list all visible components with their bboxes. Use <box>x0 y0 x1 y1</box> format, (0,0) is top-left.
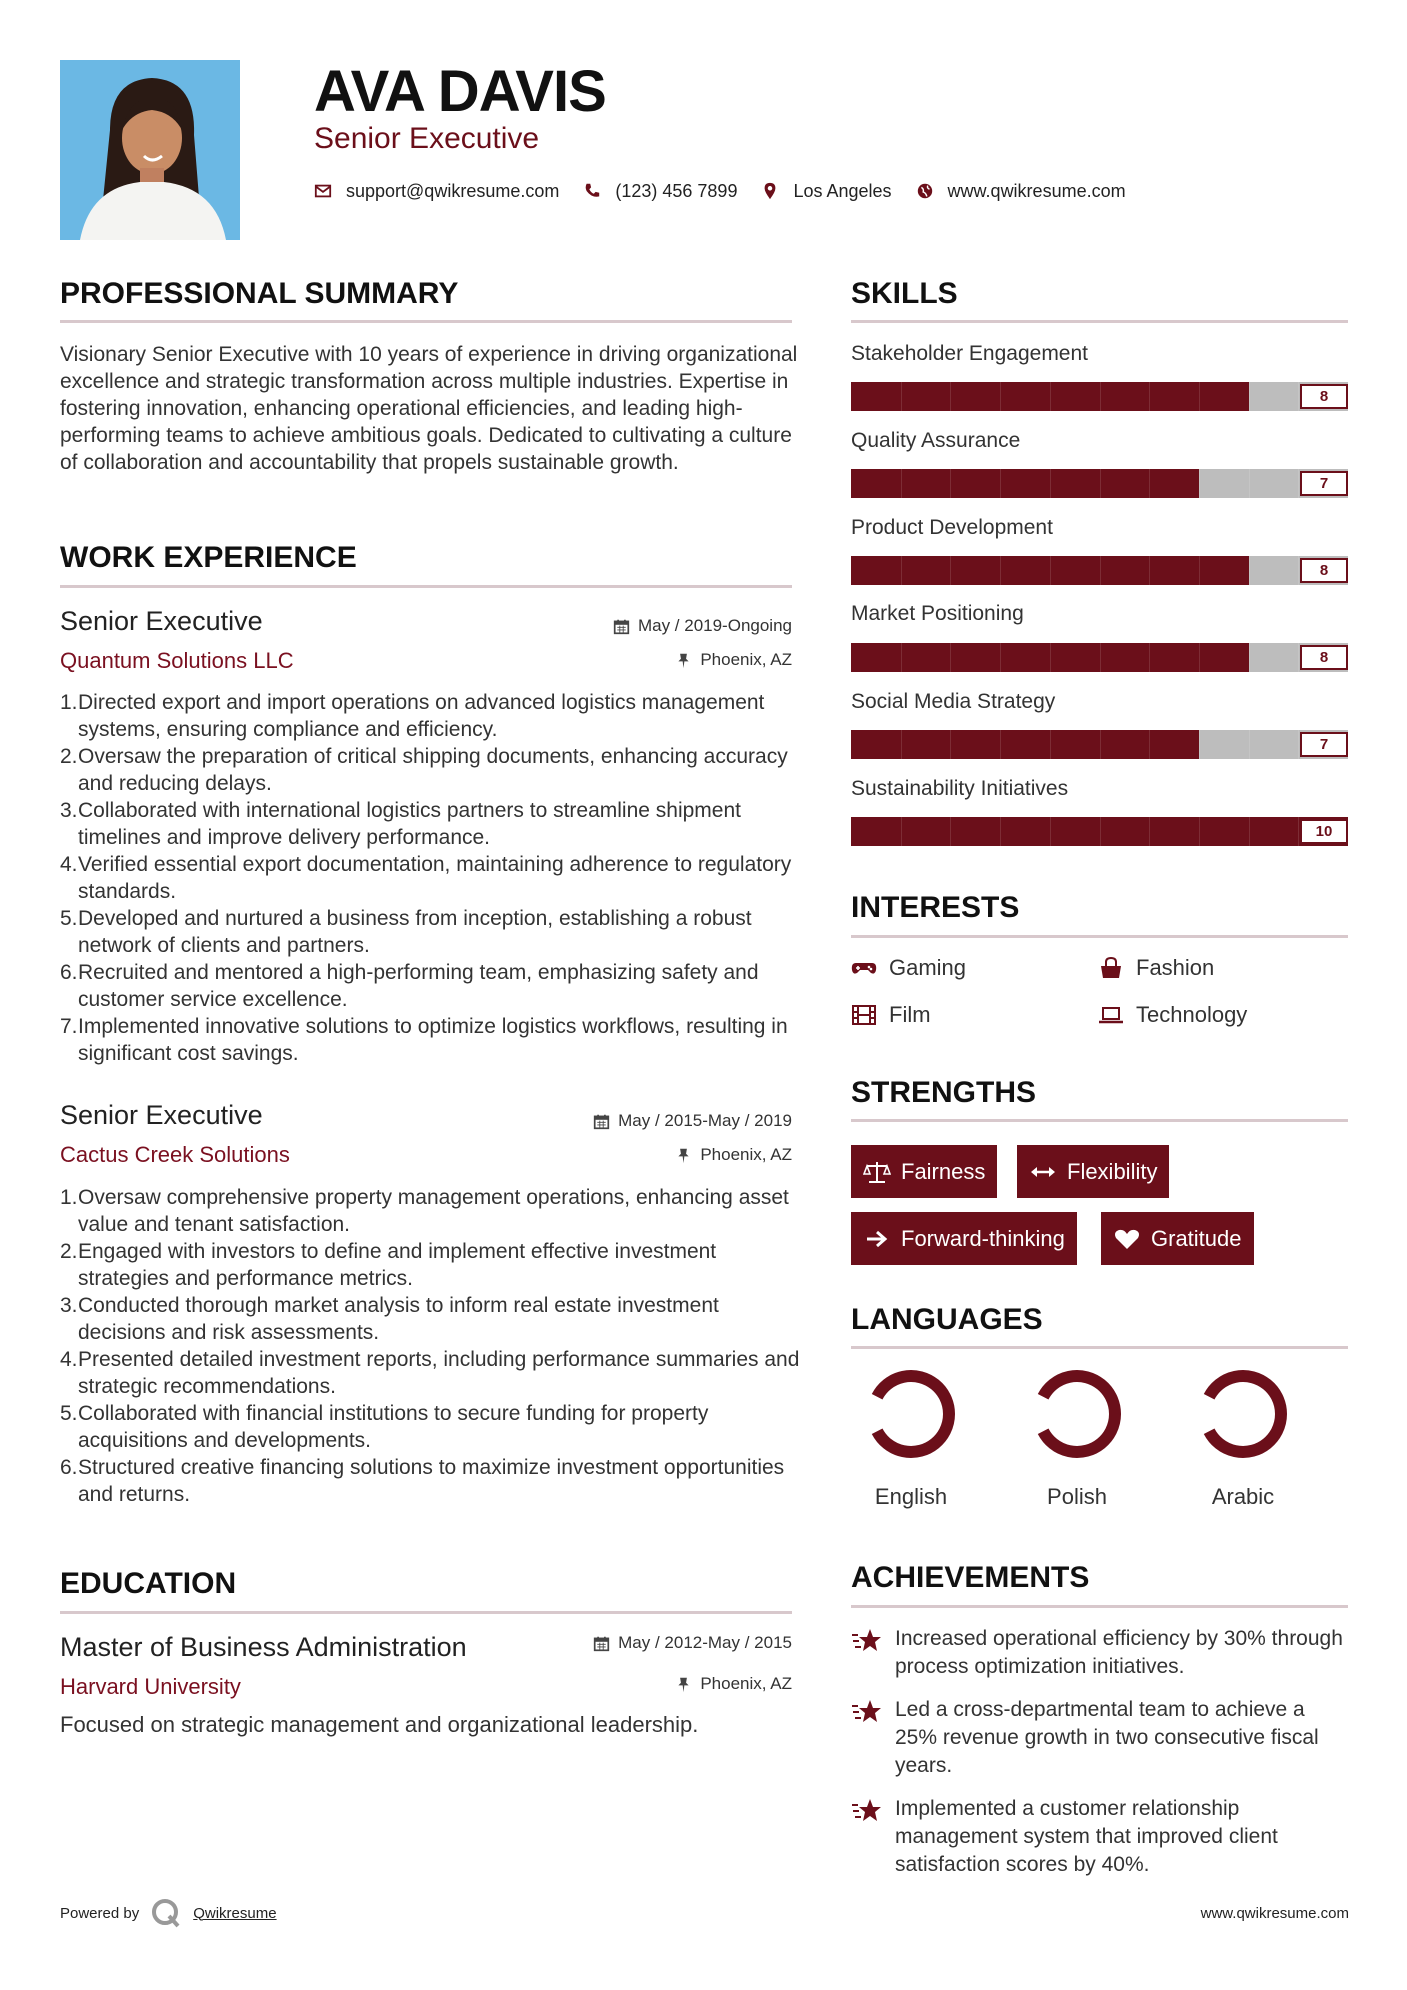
balance-scale-icon <box>863 1160 891 1184</box>
skill-label: Social Media Strategy <box>851 690 1056 713</box>
bullet-item: 6. Recruited and mentored a high-performing team, emphasizing safety and customer service excellence. <box>60 961 759 1011</box>
skill-bar-segment <box>1100 643 1101 672</box>
language-ring <box>1197 1368 1289 1460</box>
job-company: Quantum Solutions LLC <box>60 648 294 673</box>
skill-bar <box>851 817 1348 846</box>
interest-label: Film <box>889 1002 931 1027</box>
skill-bar-segment <box>1100 730 1101 759</box>
skill-level-badge: 8 <box>1300 645 1348 670</box>
language-item <box>1017 1368 1137 1510</box>
skill-level-badge: 10 <box>1300 819 1348 844</box>
skill-bar-segment <box>1298 469 1299 498</box>
skill-bar-segment <box>1000 556 1001 585</box>
job-dates <box>613 616 792 636</box>
bullet-item: 4. Verified essential export documentation, maintaining adherence to regulatory standards. <box>60 853 792 903</box>
candidate-title: Senior Executive <box>314 122 540 155</box>
languages-divider <box>851 1346 1348 1349</box>
skill-bar-segment <box>1199 817 1200 846</box>
job-location-text: Phoenix, AZ <box>700 650 792 669</box>
summary-heading: PROFESSIONAL SUMMARY <box>60 277 459 310</box>
strength-tag <box>1101 1212 1254 1265</box>
skill-bar-segment <box>1249 817 1250 846</box>
skill-label: Sustainability Initiatives <box>851 777 1069 800</box>
candidate-name: AVA DAVIS <box>314 59 606 124</box>
footer-powered-by <box>60 1896 277 1930</box>
interest-item <box>1098 1002 1247 1028</box>
skill-bar-segment <box>1000 382 1001 411</box>
interest-label: Gaming <box>889 955 967 980</box>
achievement-text: Led a cross-departmental team to achieve a 25% revenue growth in two consecutive fiscal years. <box>895 1698 1319 1777</box>
languages-heading: LANGUAGES <box>851 1303 1043 1336</box>
summary-divider <box>60 320 792 323</box>
bullet-item: 2. Oversaw the preparation of critical shipping documents, enhancing accuracy and reducing delays. <box>60 745 788 795</box>
education-dates <box>593 1633 792 1653</box>
job-dates <box>593 1111 792 1131</box>
language-item <box>1183 1368 1303 1510</box>
bullet-item: 1. Oversaw comprehensive property management operations, enhancing asset value and tenant satisfaction. <box>60 1186 789 1236</box>
skill-bar-fill <box>851 730 1199 759</box>
skill-bar-segment <box>1298 643 1299 672</box>
contact-website-text: www.qwikresume.com <box>947 180 1126 201</box>
skill-bar <box>851 382 1348 411</box>
skill-bar-segment <box>1249 382 1250 411</box>
heart-icon <box>1113 1227 1141 1251</box>
film-icon <box>851 1004 877 1026</box>
skills-divider <box>851 320 1348 323</box>
star-icon <box>851 1698 883 1726</box>
skill-bar-segment <box>1050 382 1051 411</box>
skill-bar-fill <box>851 469 1199 498</box>
gamepad-icon <box>851 957 877 979</box>
skill-bar-segment <box>1050 556 1051 585</box>
language-label: Arabic <box>1211 1484 1275 1509</box>
skill-bar-segment <box>1149 817 1150 846</box>
skill-label: Product Development <box>851 516 1053 539</box>
strength-label: Gratitude <box>1151 1225 1242 1251</box>
skill-bar-segment <box>1149 382 1150 411</box>
pin-icon <box>675 1147 692 1164</box>
skill-bar-segment <box>1249 730 1250 759</box>
education-dates-text: May / 2012-May / 2015 <box>618 1633 792 1652</box>
interest-label: Technology <box>1136 1002 1248 1027</box>
skill-bar-segment <box>1149 643 1150 672</box>
education-heading: EDUCATION <box>60 1567 237 1600</box>
strength-tag <box>851 1145 997 1198</box>
interest-item <box>851 955 966 981</box>
skill-bar-segment <box>950 730 951 759</box>
skill-bar-segment <box>1199 730 1200 759</box>
bullet-item: 3. Collaborated with international logistics partners to streamline shipment timelines and improve delivery performance. <box>60 799 741 849</box>
job-title: Senior Executive <box>60 606 263 636</box>
contact-location <box>761 181 891 202</box>
skill-level-badge: 7 <box>1300 471 1348 496</box>
calendar-icon <box>613 618 630 635</box>
globe-icon <box>916 182 934 200</box>
calendar-icon <box>593 1635 610 1652</box>
skill-bar <box>851 643 1348 672</box>
skills-heading: SKILLS <box>851 277 958 310</box>
experience-heading: WORK EXPERIENCE <box>60 541 357 574</box>
education-divider <box>60 1611 792 1614</box>
skill-bar-segment <box>1100 382 1101 411</box>
qwikresume-logo-icon <box>149 1896 183 1930</box>
experience-divider <box>60 585 792 588</box>
skill-bar-segment <box>1050 643 1051 672</box>
skill-bar-segment <box>901 730 902 759</box>
education-location <box>675 1674 792 1694</box>
interest-item <box>851 1002 931 1028</box>
achievements-heading: ACHIEVEMENTS <box>851 1561 1090 1594</box>
envelope-icon <box>314 182 332 200</box>
job-bullets <box>60 689 800 1067</box>
skill-bar-segment <box>1000 817 1001 846</box>
bullet-item: 5. Developed and nurtured a business from inception, establishing a robust network of clients and partners. <box>60 907 752 957</box>
job-location <box>675 1145 792 1165</box>
shopping-bag-icon <box>1098 957 1124 979</box>
skill-level-badge: 8 <box>1300 558 1348 583</box>
strength-label: Flexibility <box>1067 1158 1158 1184</box>
interest-label: Fashion <box>1136 955 1215 980</box>
skill-bar-segment <box>901 556 902 585</box>
skill-bar-segment <box>1199 382 1200 411</box>
phone-icon <box>583 182 601 200</box>
job-title: Senior Executive <box>60 1100 263 1130</box>
job-dates-text: May / 2019-Ongoing <box>637 616 792 635</box>
bullet-item: 4. Presented detailed investment reports, including performance summaries and strategic recommendations. <box>60 1348 800 1398</box>
language-ring-arc <box>877 1376 949 1452</box>
skill-label: Quality Assurance <box>851 429 1021 452</box>
skill-bar <box>851 556 1348 585</box>
contact-email[interactable] <box>314 181 559 202</box>
bullet-item: 2. Engaged with investors to define and implement effective investment strategies and performance metrics. <box>60 1240 717 1290</box>
achievement-item <box>851 1795 1351 1879</box>
skill-bar <box>851 730 1348 759</box>
skill-bar-segment <box>1298 730 1299 759</box>
pin-icon <box>675 652 692 669</box>
language-ring <box>1031 1368 1123 1460</box>
skill-bar-segment <box>1000 469 1001 498</box>
achievement-item <box>851 1625 1351 1681</box>
job-bullets <box>60 1184 800 1508</box>
achievement-text: Implemented a customer relationship management system that improved client satisfaction scores by 40%. <box>895 1797 1278 1876</box>
skill-bar-segment <box>1149 556 1150 585</box>
skill-bar-segment <box>1249 556 1250 585</box>
calendar-icon <box>593 1113 610 1130</box>
skill-bar-segment <box>1249 469 1250 498</box>
powered-by-text: Powered by <box>60 1904 140 1922</box>
achievement-item <box>851 1696 1351 1780</box>
skill-bar-segment <box>1199 556 1200 585</box>
skill-bar-segment <box>1298 382 1299 411</box>
strengths-heading: STRENGTHS <box>851 1076 1037 1109</box>
star-icon <box>851 1627 883 1655</box>
skill-bar-segment <box>1199 469 1200 498</box>
skill-level-badge: 7 <box>1300 732 1348 757</box>
bullet-item: 1. Directed export and import operations on advanced logistics management systems, ensuring compliance and efficiency. <box>60 691 765 741</box>
skill-bar-segment <box>1050 730 1051 759</box>
skill-bar-segment <box>1100 556 1101 585</box>
skill-bar-segment <box>1298 556 1299 585</box>
contact-website[interactable] <box>916 181 1126 202</box>
star-icon <box>851 1797 883 1825</box>
map-pin-icon <box>761 182 779 200</box>
strength-tag <box>851 1212 1077 1265</box>
language-item <box>851 1368 971 1510</box>
skill-bar-segment <box>950 556 951 585</box>
contact-bar <box>314 176 1136 206</box>
strength-label: Forward-thinking <box>901 1225 1065 1251</box>
footer-website[interactable]: www.qwikresume.com <box>1200 1905 1349 1922</box>
job-dates-text: May / 2015-May / 2019 <box>618 1111 792 1130</box>
skill-bar <box>851 469 1348 498</box>
language-ring-arc <box>1209 1376 1281 1452</box>
job-company: Cactus Creek Solutions <box>60 1142 290 1167</box>
language-ring <box>865 1368 957 1460</box>
language-label: English <box>874 1484 948 1509</box>
profile-photo <box>60 60 240 240</box>
skill-bar-segment <box>950 469 951 498</box>
skill-bar-segment <box>1050 817 1051 846</box>
skill-bar-segment <box>1100 817 1101 846</box>
brand-link[interactable]: Qwikresume <box>193 1904 277 1922</box>
language-label: Polish <box>1047 1484 1107 1509</box>
job-location-text: Phoenix, AZ <box>700 1145 792 1164</box>
skill-bar-segment <box>901 817 902 846</box>
arrow-right-icon <box>863 1227 891 1251</box>
strengths-divider <box>851 1119 1348 1122</box>
skill-bar-segment <box>1000 730 1001 759</box>
skill-bar-segment <box>1100 469 1101 498</box>
skill-bar-segment <box>901 469 902 498</box>
summary-text: Visionary Senior Executive with 10 years of experience in driving organizational excellence and strategic transformation across multiple industries. Expertise in fostering innovation, enhancing operational efficiencies, and leading high-performing teams to achieve ambitious goals. Dedicated to cultivating a culture of collaboration and accountability that propels sustainable growth. <box>60 343 798 474</box>
skill-bar-segment <box>1298 817 1299 846</box>
achievement-text: Increased operational efficiency by 30% through process optimization initiatives. <box>895 1627 1343 1678</box>
strength-tag <box>1017 1145 1169 1198</box>
skill-label: Stakeholder Engagement <box>851 342 1088 365</box>
skill-bar-segment <box>950 817 951 846</box>
skill-bar-segment <box>1249 643 1250 672</box>
education-location-text: Phoenix, AZ <box>700 1674 792 1693</box>
skill-bar-segment <box>901 643 902 672</box>
education-description: Focused on strategic management and organizational leadership. <box>60 1712 699 1737</box>
pin-icon <box>675 1676 692 1693</box>
job-location <box>675 650 792 670</box>
language-ring-arc <box>1043 1376 1115 1452</box>
skill-bar-segment <box>901 382 902 411</box>
strength-label: Fairness <box>901 1158 986 1184</box>
skill-label: Market Positioning <box>851 602 1024 625</box>
achievements-divider <box>851 1605 1348 1608</box>
bullet-item: 3. Conducted thorough market analysis to inform real estate investment decisions and risk assessments. <box>60 1294 719 1344</box>
skill-bar-segment <box>1000 643 1001 672</box>
skill-bar-segment <box>1199 643 1200 672</box>
contact-phone-text: (123) 456 7899 <box>615 180 738 201</box>
skill-bar-segment <box>950 382 951 411</box>
interests-divider <box>851 935 1348 938</box>
degree-title: Master of Business Administration <box>60 1632 467 1662</box>
contact-location-text: Los Angeles <box>793 180 892 201</box>
skill-bar-segment <box>1149 730 1150 759</box>
arrows-horizontal-icon <box>1029 1160 1057 1184</box>
school-name: Harvard University <box>60 1674 241 1699</box>
skill-level-badge: 8 <box>1300 384 1348 409</box>
bullet-item: 6. Structured creative financing solutions to maximize investment opportunities and returns. <box>60 1456 785 1506</box>
contact-phone[interactable] <box>583 181 737 202</box>
skill-bar-segment <box>1149 469 1150 498</box>
contact-email-text: support@qwikresume.com <box>346 180 560 201</box>
laptop-icon <box>1098 1004 1124 1026</box>
bullet-item: 7. Implemented innovative solutions to optimize logistics workflows, resulting in significant cost savings. <box>60 1015 788 1065</box>
interest-item <box>1098 955 1214 981</box>
interests-heading: INTERESTS <box>851 891 1020 924</box>
bullet-item: 5. Collaborated with financial institutions to secure funding for property acquisitions and developments. <box>60 1402 709 1452</box>
skill-bar-segment <box>950 643 951 672</box>
skill-bar-segment <box>1050 469 1051 498</box>
